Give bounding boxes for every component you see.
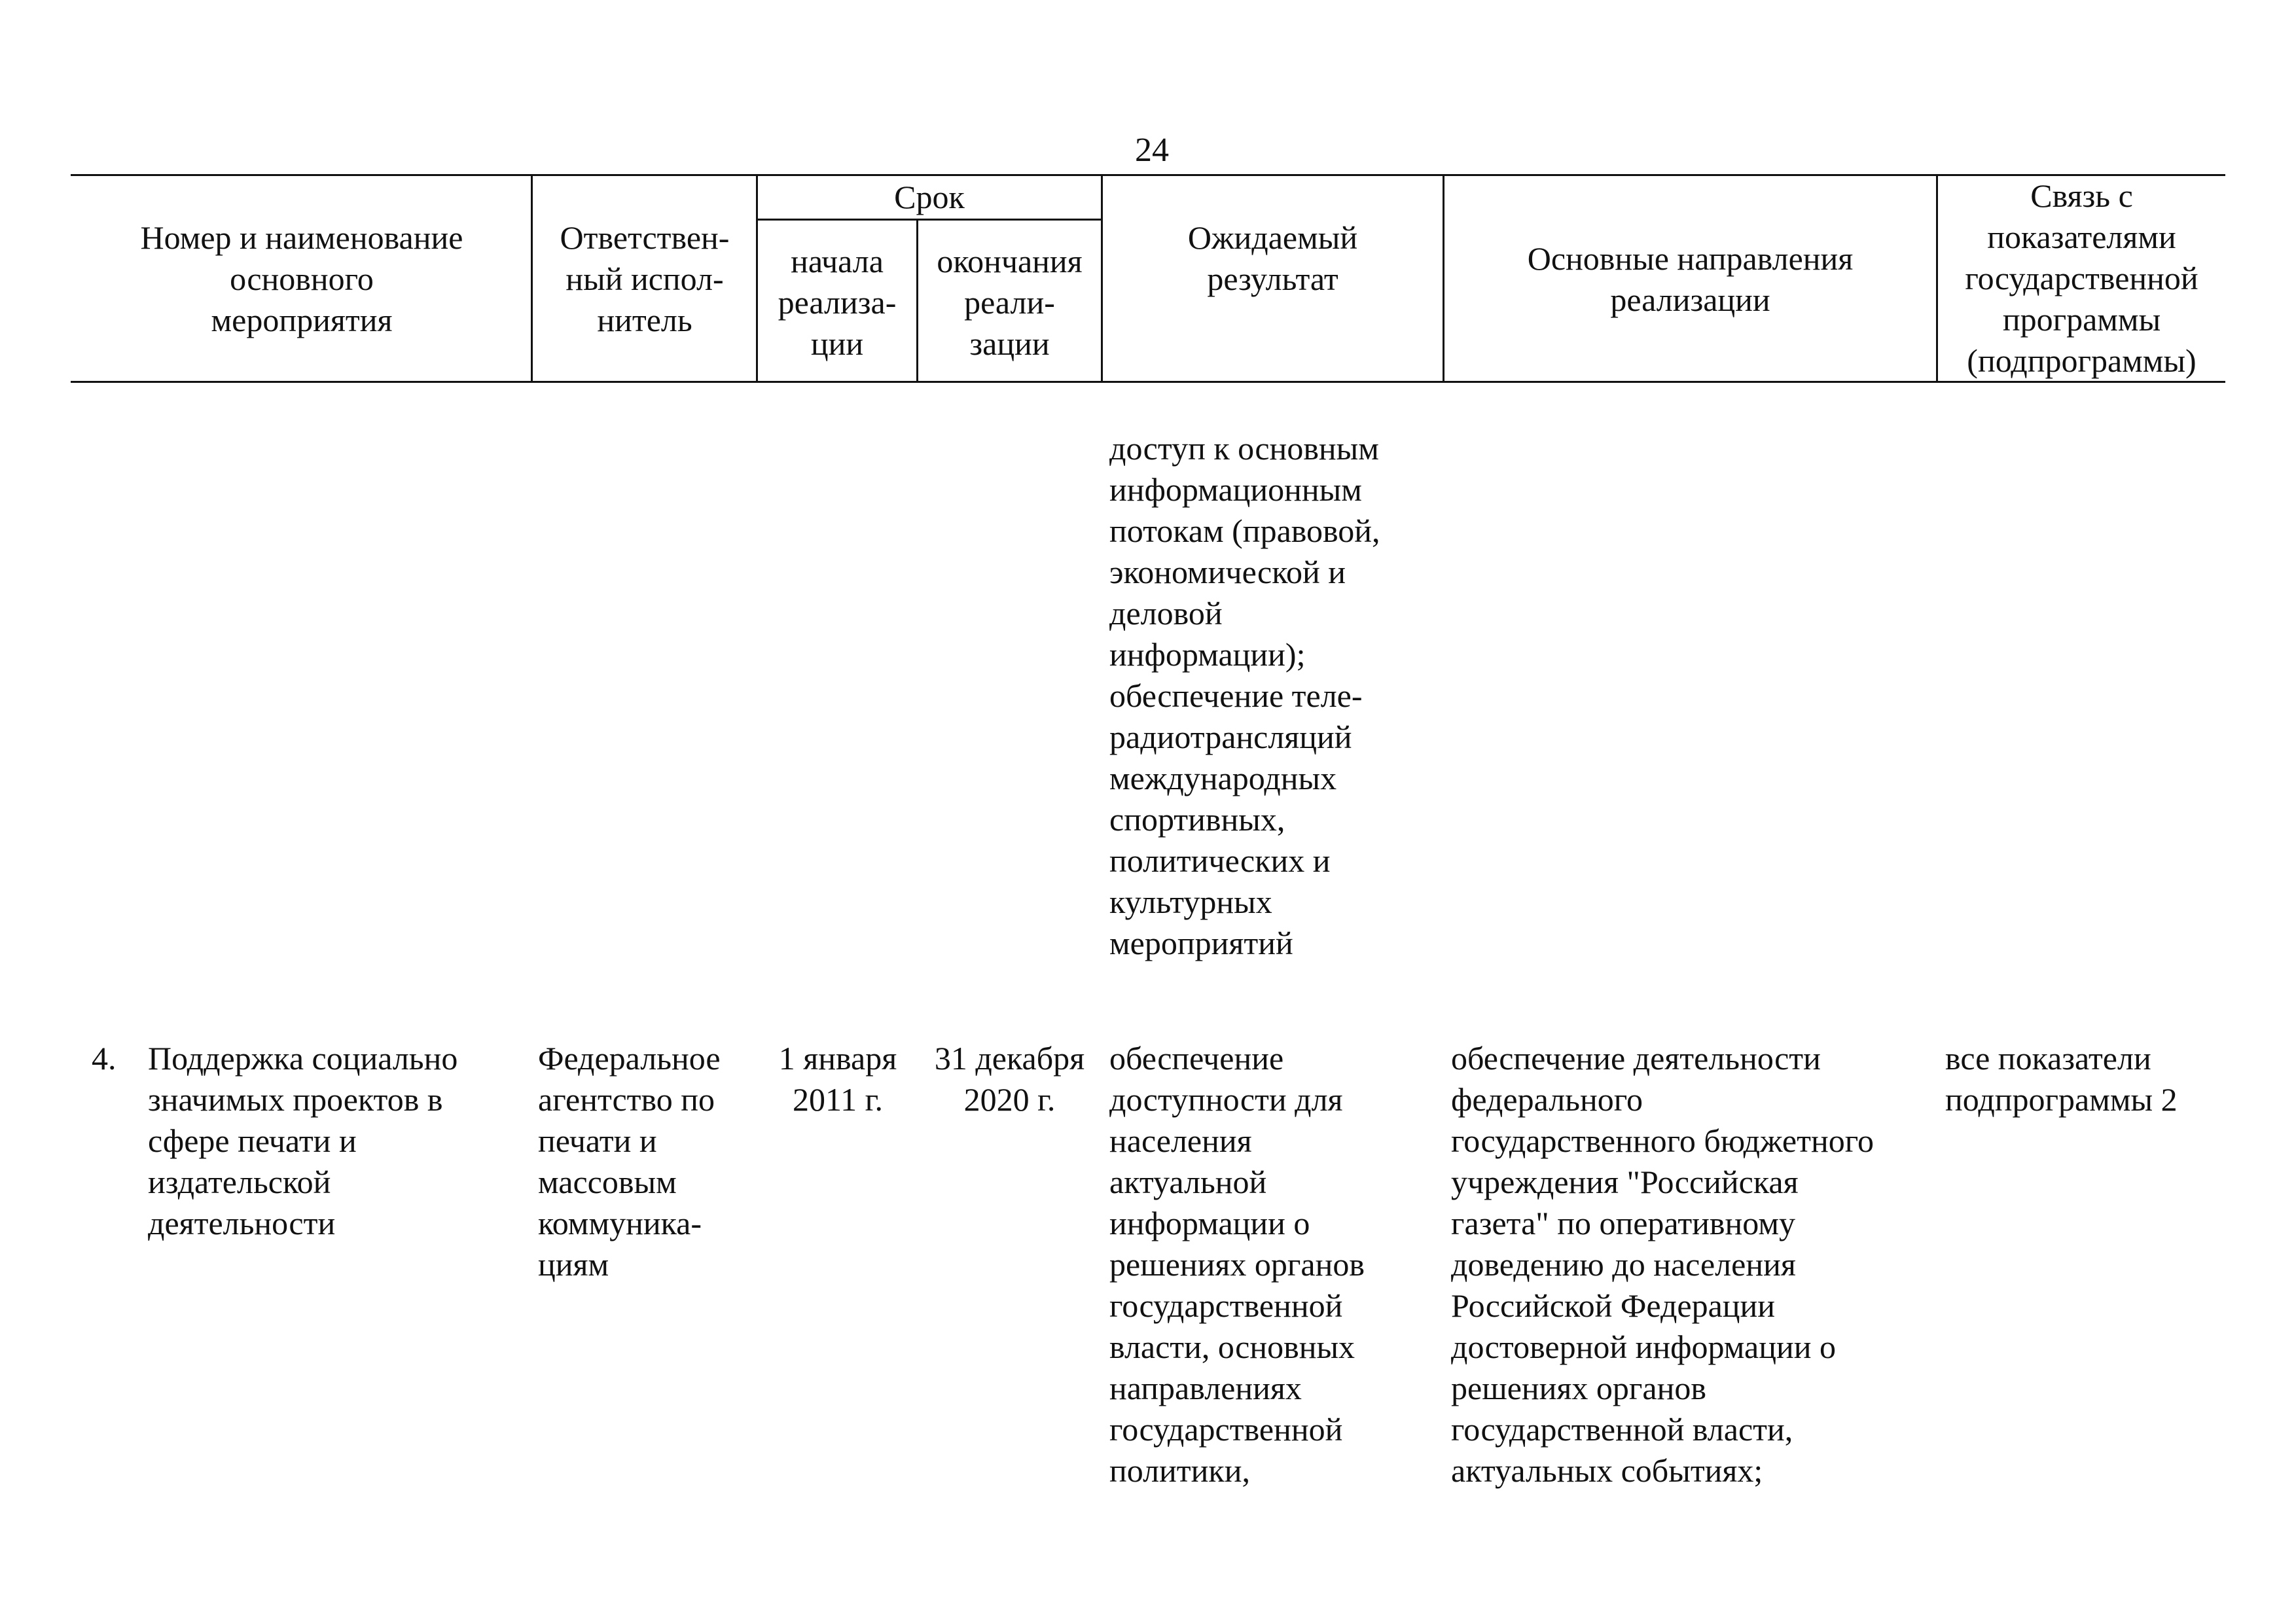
header-bottom-border <box>71 381 2225 383</box>
header-top-border <box>71 174 2225 176</box>
header-start: начала реализа- ции <box>778 243 897 362</box>
header-result: Ожидаемый результат <box>1187 219 1358 297</box>
row4-number: 4. <box>92 1040 117 1077</box>
header-end: окончания реали- зации <box>937 243 1083 362</box>
header-link: Связь с показателями государственной программы (подпрограммы) <box>1965 177 2198 379</box>
row4-end: 31 декабря 2020 г. <box>934 1040 1085 1118</box>
row4-result: обеспечение доступности для населения актуальной информации о решениях органов государственной власти, основных направлениях государственной политики, <box>1109 1040 1365 1489</box>
column-divider-1 <box>531 174 533 383</box>
header-term: Срок <box>894 179 965 215</box>
row4-name: Поддержка социально значимых проектов в сфере печати и издательской деятельности <box>148 1040 458 1241</box>
row4-directions: обеспечение деятельности федерального государственного бюджетного учреждения "Российская газета" по оперативному доведению до населения Российской Федерации достоверной информации о решениях органов государственной власти, актуальных событиях; <box>1451 1040 1874 1489</box>
row4-executor: Федеральное агентство по печати и массовым коммуника- циям <box>538 1040 721 1283</box>
page-number: 24 <box>1135 132 1169 169</box>
header-executor: Ответствен- ный испол- нитель <box>560 219 730 338</box>
term-subheader-border <box>756 219 1103 221</box>
row4-start: 1 января 2011 г. <box>778 1040 897 1118</box>
row4-link: все показатели подпрограммы 2 <box>1945 1040 2178 1118</box>
header-directions: Основные направления реализации <box>1527 240 1854 318</box>
continuation-result: доступ к основным информационным потокам (правовой, экономической и деловой информации); обеспечение теле- радиотрансляций международных спортивных, политических и культурных мероприятий <box>1109 430 1380 961</box>
header-name: Номер и наименование основного мероприятия <box>140 219 463 338</box>
